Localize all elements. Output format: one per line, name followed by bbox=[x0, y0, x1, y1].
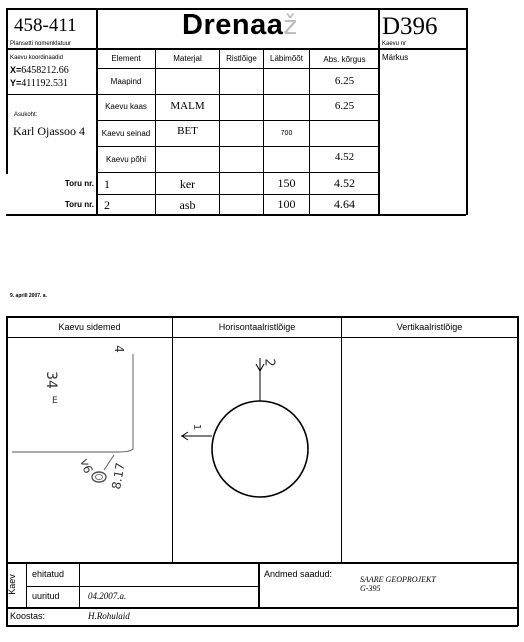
coord-x-value: 6458212.66 bbox=[21, 65, 69, 76]
row-element: Kaevu seinad bbox=[101, 129, 151, 138]
coords-label: Kaevu koordinaadid bbox=[10, 55, 64, 61]
well-side-label: Kaev bbox=[6, 574, 17, 595]
well-circle bbox=[212, 401, 308, 497]
pipe-diameter: 150 bbox=[277, 176, 296, 190]
pipe-material: ker bbox=[179, 177, 196, 191]
title-printed: Drenaa bbox=[182, 9, 284, 41]
row-diameter: 700 bbox=[280, 130, 293, 137]
built-label: ehitatud bbox=[32, 569, 65, 579]
pipe-number: 2 bbox=[104, 198, 110, 212]
col-header-connections: Kaevu sidemed bbox=[58, 322, 121, 332]
hand-label-1: 1 bbox=[191, 423, 203, 431]
data-source-code: G-395 bbox=[360, 584, 381, 593]
pipe-number: 1 bbox=[104, 177, 110, 191]
hand-label-4: 4 bbox=[111, 345, 126, 353]
coord-y-value: 411192.531 bbox=[21, 78, 69, 89]
sheet-number: 458-411 bbox=[14, 15, 77, 36]
hand-label-817: 8.17 bbox=[109, 461, 128, 491]
col-header-section: Ristlõige bbox=[226, 54, 257, 63]
coord-y-label: Y= bbox=[10, 78, 22, 88]
col-header-diameter: Läbimõõt bbox=[270, 54, 303, 63]
hand-label-e: E bbox=[52, 396, 58, 406]
well-id-label: Kaevu nr bbox=[382, 41, 407, 47]
hand-label-v6: v6 bbox=[77, 456, 96, 476]
location-value: Karl Ojassoo 4 bbox=[13, 124, 85, 138]
col-header-horizontal-section: Horisontaalristlõige bbox=[218, 322, 296, 332]
col-header-vertical-section: Vertikaalristlõige bbox=[396, 322, 463, 332]
pipe-label: Toru nr. bbox=[64, 179, 94, 188]
pipe-material: asb bbox=[179, 198, 196, 212]
row-elevation: 6.25 bbox=[334, 100, 355, 112]
surveyed-value: 04.2007.a. bbox=[88, 591, 127, 601]
col-header-element: Element bbox=[111, 54, 141, 63]
row-material: MALM bbox=[170, 100, 205, 112]
compiled-label: Koostas: bbox=[10, 611, 46, 621]
pipe-label: Toru nr. bbox=[64, 200, 94, 209]
row-material: BET bbox=[177, 125, 198, 137]
hand-label-34: 34 bbox=[42, 371, 59, 389]
title-handwritten-letter: ž bbox=[283, 11, 298, 41]
coord-x-label: X= bbox=[10, 65, 22, 75]
row-element: Kaevu põhi bbox=[105, 155, 147, 164]
data-source-value: SAARE GEOPROJEKT bbox=[360, 575, 436, 584]
date-note: 9. aprill 2007. a. bbox=[10, 293, 47, 299]
hand-label-2: 2 bbox=[261, 358, 277, 367]
notes-label: Märkus bbox=[382, 53, 409, 62]
compiled-value: H.Rohulaid bbox=[88, 611, 130, 621]
data-source-label: Andmed saadud: bbox=[264, 569, 333, 579]
sheet-label: Plansetti nomenklatuur bbox=[10, 41, 72, 47]
pipe-diameter: 100 bbox=[277, 197, 296, 211]
row-elevation: 6.25 bbox=[334, 75, 355, 87]
well-id: D396 bbox=[382, 13, 438, 40]
row-element: Maapind bbox=[110, 77, 142, 86]
pipe-elevation: 4.52 bbox=[334, 176, 355, 190]
pipe-elevation: 4.64 bbox=[334, 197, 355, 211]
location-label: Asukoht: bbox=[14, 112, 38, 118]
col-header-elevation: Abs. kõrgus bbox=[323, 55, 366, 64]
col-header-material: Materjal bbox=[173, 54, 202, 63]
surveyed-label: uuritud bbox=[32, 591, 60, 601]
row-elevation: 4.52 bbox=[334, 151, 355, 163]
row-element: Kaevu kaas bbox=[105, 102, 147, 111]
